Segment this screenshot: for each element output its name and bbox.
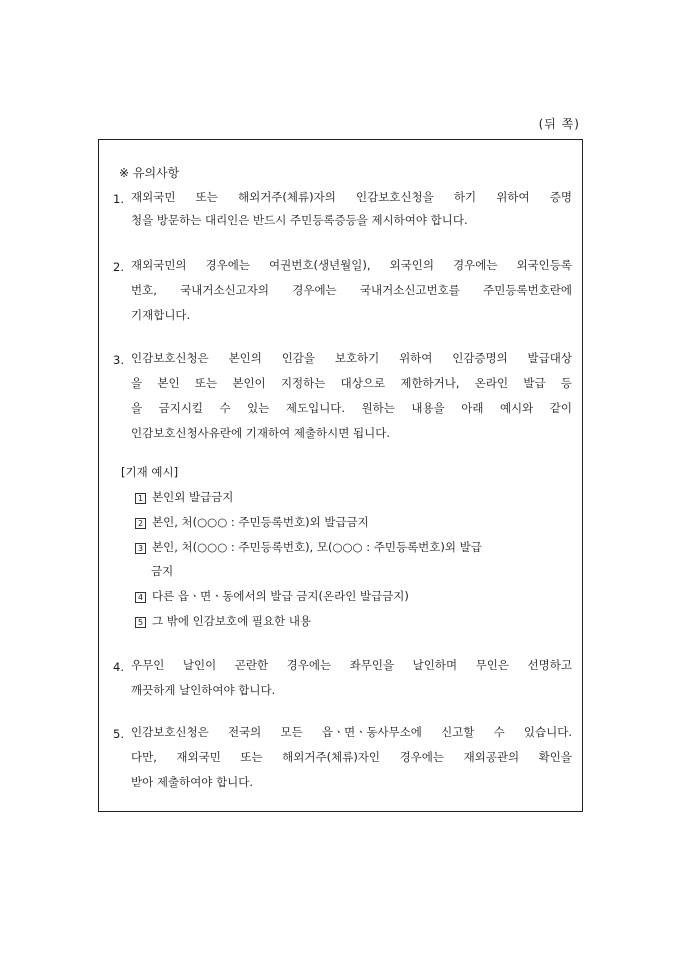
item-5-line-3: 받아 제출하여야 합니다. — [131, 775, 254, 789]
item-1-number: 1. — [113, 192, 124, 206]
example-title: [기재 예시] — [121, 465, 179, 479]
example-entry-text: 다른 읍ㆍ면ㆍ동에서의 발급 금지(온라인 발급금지) — [152, 589, 409, 603]
item-3-line-4: 인감보호신청사유란에 기재하여 제출하시면 됩니다. — [131, 426, 391, 440]
item-3-line-3: 을 금지시킬 수 있는 제도입니다. 원하는 내용을 아래 예시와 같이 — [131, 401, 572, 415]
page-side-label: (뒤 쪽) — [538, 117, 580, 131]
example-entry-marker: 1 — [135, 493, 146, 504]
example-entry-marker: 3 — [135, 543, 146, 554]
item-5-line-2: 다만, 재외국민 또는 해외거주(체류)자인 경우에는 재외공관의 확인을 — [131, 750, 572, 764]
example-entry-3-continuation: 금지 — [151, 564, 174, 578]
item-2-line-3: 기재합니다. — [131, 308, 191, 322]
example-entry-text: 본인외 발급금지 — [152, 490, 234, 504]
item-3-number: 3. — [113, 353, 124, 367]
item-2-line-2: 번호, 국내거소신고자의 경우에는 국내거소신고번호를 주민등록번호란에 — [131, 283, 572, 297]
example-entry-3 — [135, 542, 574, 554]
item-5-line-1: 인감보호신청은 전국의 모든 읍ㆍ면ㆍ동사무소에 신고할 수 있습니다. — [131, 725, 572, 739]
item-2-number: 2. — [113, 260, 124, 274]
example-entry-text: 본인, 처(○○○ : 주민등록번호), 모(○○○ : 주민등록번호)외 발급 — [152, 540, 482, 554]
example-entry-text: 그 밖에 인감보호에 필요한 내용 — [152, 614, 312, 628]
item-5-number: 5. — [113, 727, 124, 741]
example-entry-text: 본인, 처(○○○ : 주민등록번호)외 발급금지 — [152, 515, 369, 529]
example-entry-marker: 5 — [135, 617, 146, 628]
item-3-line-1: 인감보호신청은 본인의 인감을 보호하기 위하여 인감증명의 발급대상 — [131, 351, 572, 365]
item-1-line-2: 청을 방문하는 대리인은 반드시 주민등록증등을 제시하여야 합니다. — [131, 213, 468, 227]
example-entry-1 — [135, 492, 233, 504]
item-4-number: 4. — [113, 660, 124, 674]
item-2-line-1: 재외국민의 경우에는 여권번호(생년월일), 외국인의 경우에는 외국인등록 — [131, 258, 572, 272]
example-entry-4 — [135, 591, 409, 603]
item-4-line-1: 우무인 날인이 곤란한 경우에는 좌무인을 날인하며 무인은 선명하고 — [131, 658, 572, 672]
example-entry-marker: 4 — [135, 592, 146, 603]
item-3-line-2: 을 본인 또는 본인이 지정하는 대상으로 제한하거나, 온라인 발급 등 — [131, 376, 572, 390]
notice-heading: ※ 유의사항 — [119, 166, 180, 180]
item-1-line-1: 재외국민 또는 해외거주(체류)자의 인감보호신청을 하기 위하여 증명 — [131, 190, 572, 204]
item-4-line-2: 깨끗하게 날인하여야 합니다. — [131, 683, 276, 697]
example-entry-2 — [135, 517, 369, 529]
example-entry-marker: 2 — [135, 518, 146, 529]
example-entry-5 — [135, 616, 311, 628]
notice-box — [98, 139, 583, 812]
